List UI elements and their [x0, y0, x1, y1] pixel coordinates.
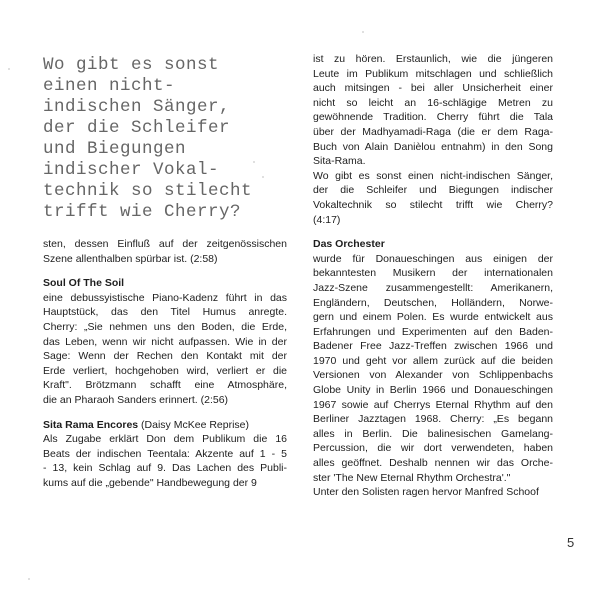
- section-heading: Soul Of The Soil: [43, 277, 125, 290]
- text-line: Globe Unity in Berlin 1966 und Donaueschingen: [313, 384, 553, 397]
- text-line: Versionen von Alexander von Schlippenbachs: [313, 369, 553, 382]
- text-line: Engländern, Deutschen, Holländern, Norwe-: [313, 296, 553, 309]
- section-das-orchester: [313, 237, 553, 485]
- section-heading-suffix: (Daisy McKee Reprise): [138, 418, 250, 431]
- text-line: Leute im Publikum mitschlagen und schließlich: [313, 67, 553, 80]
- page-number: 5: [567, 535, 575, 550]
- text-line: kums auf die „gebende" Handbewegung der 9: [43, 476, 257, 489]
- text-line: - 13, kein Schlag auf 9. Das Lachen des Publi-: [43, 462, 287, 475]
- soloists-line: [313, 485, 553, 500]
- text-line: der die Schleifer und Biegungen indischer: [313, 184, 553, 197]
- scan-speckle: [362, 31, 364, 33]
- section-sita-rama-encores: [43, 418, 287, 491]
- pull-quote: [43, 55, 252, 223]
- text-line: die an Pharaoh Sanders erinnert. (2:56): [43, 393, 229, 406]
- text-line: nicht so leicht an 16-schlägige Metren zu: [313, 96, 553, 109]
- text-line: indischer Vokal-: [43, 160, 220, 180]
- text-line: Kraft". Brötzmann schafft eine Atmosphäre,: [43, 379, 287, 392]
- text-line: Wo gibt es sonst einen nicht-indischen Sänger,: [313, 169, 553, 182]
- right-column: [313, 52, 553, 500]
- text-line: über der Madhyamadi-Raga (die er dem Raga-: [313, 125, 553, 138]
- left-column: [43, 237, 287, 491]
- text-line: gern und einem Polen. Es wurde entwickelt aus: [313, 311, 553, 324]
- text-line: ist zu hören. Erstaunlich, wie die jüngeren: [313, 53, 553, 65]
- scan-speckle: [8, 68, 10, 70]
- text-line: Erfahrungen und Experimenten auf den Baden-: [313, 325, 553, 338]
- text-line: Percussion, die wir dort verwendeten, haben: [313, 442, 553, 455]
- text-line: ster 'The New Eternal Rhythm Orchestra'.": [313, 471, 511, 484]
- text-line: Erde verliert, hochgehoben wird, verliert er die: [43, 364, 287, 377]
- text-line: wurde für Donaueschingen aus einigen der: [313, 252, 553, 265]
- section-soul-of-the-soil: [43, 276, 287, 407]
- text-line: Hauptstück, das den Titel Humus anregte.: [43, 306, 287, 319]
- scan-speckle: [253, 161, 255, 163]
- paragraph-quote-repeat: [313, 169, 553, 227]
- text-line: Vokaltechnik so stilecht trifft wie Cherry?: [313, 198, 553, 211]
- text-line: Szene allenthalben spürbar ist. (2:58): [43, 252, 218, 265]
- text-line: und Biegungen: [43, 139, 187, 159]
- text-line: Sage: Wenn der Rechen den Kontakt mit der: [43, 350, 287, 363]
- text-line: Badener Free Jazz-Treffen zwischen 1966 und: [313, 340, 553, 353]
- text-line: das Leben, wenn wir nicht aufpassen. Wie in der: [43, 335, 287, 348]
- paragraph-sita-rama-text: [313, 52, 553, 169]
- scan-speckle: [262, 176, 264, 178]
- text-line: 1967 sowie auf Cherrys Eternal Rhythm auf den: [313, 398, 553, 411]
- text-line: indischen Sänger,: [43, 97, 231, 117]
- text-line: 1970 und geht vor allem zurück auf die beiden: [313, 354, 553, 367]
- paragraph-continuation: [43, 237, 287, 266]
- text-line: bekanntesten Musikern der internationalen: [313, 267, 553, 280]
- text-line: Wo gibt es sonst: [43, 55, 220, 75]
- text-line: technik so stilecht: [43, 181, 253, 201]
- section-body: [43, 291, 287, 408]
- text-line: eine debussyistische Piano-Kadenz führt in das: [43, 291, 287, 304]
- text-line: Als Zugabe erklärt Don dem Publikum die 16: [43, 433, 287, 446]
- scan-speckle: [28, 578, 30, 580]
- text-line: einen nicht-: [43, 76, 176, 96]
- section-body: [43, 432, 287, 490]
- text-line: gewöhnende Tradition. Cherry führt die Tala: [313, 111, 553, 124]
- text-line: auch mitsingen - bei aller Unsicherheit einer: [313, 82, 553, 95]
- text-line: (4:17): [313, 213, 341, 226]
- text-line: alles in Berlin. Die balinesischen Gamelang-: [313, 427, 553, 440]
- text-line: Berliner Jazztagen 1968. Cherry: „Es begann: [313, 413, 553, 426]
- text-line: Buch von Alain Danièlou entnahm) in den Song: [313, 140, 553, 153]
- section-heading-bold: Sita Rama Encores: [43, 418, 139, 431]
- text-line: Beats der indischen Teentala: Akzente auf 1 - 5: [43, 447, 287, 460]
- text-line: der die Schleifer: [43, 118, 231, 138]
- text-line: alles geöffnet. Deshalb nennen wir das Orche-: [313, 457, 553, 470]
- text-line: trifft wie Cherry?: [43, 202, 242, 222]
- text-line: Cherry: „Sie nehmen uns den Boden, die Erde,: [43, 320, 287, 333]
- text-line: Unter den Solisten ragen hervor Manfred Schoof: [313, 486, 539, 499]
- text-line: sten, dessen Einfluß auf der zeitgenössischen: [43, 238, 287, 250]
- text-line: Jazz-Szene zusammengestellt: Amerikanern,: [313, 281, 553, 294]
- section-body: [313, 252, 553, 486]
- section-heading: Das Orchester: [313, 238, 385, 251]
- text-line: Sita-Rama.: [313, 155, 366, 168]
- section-heading: [43, 418, 287, 433]
